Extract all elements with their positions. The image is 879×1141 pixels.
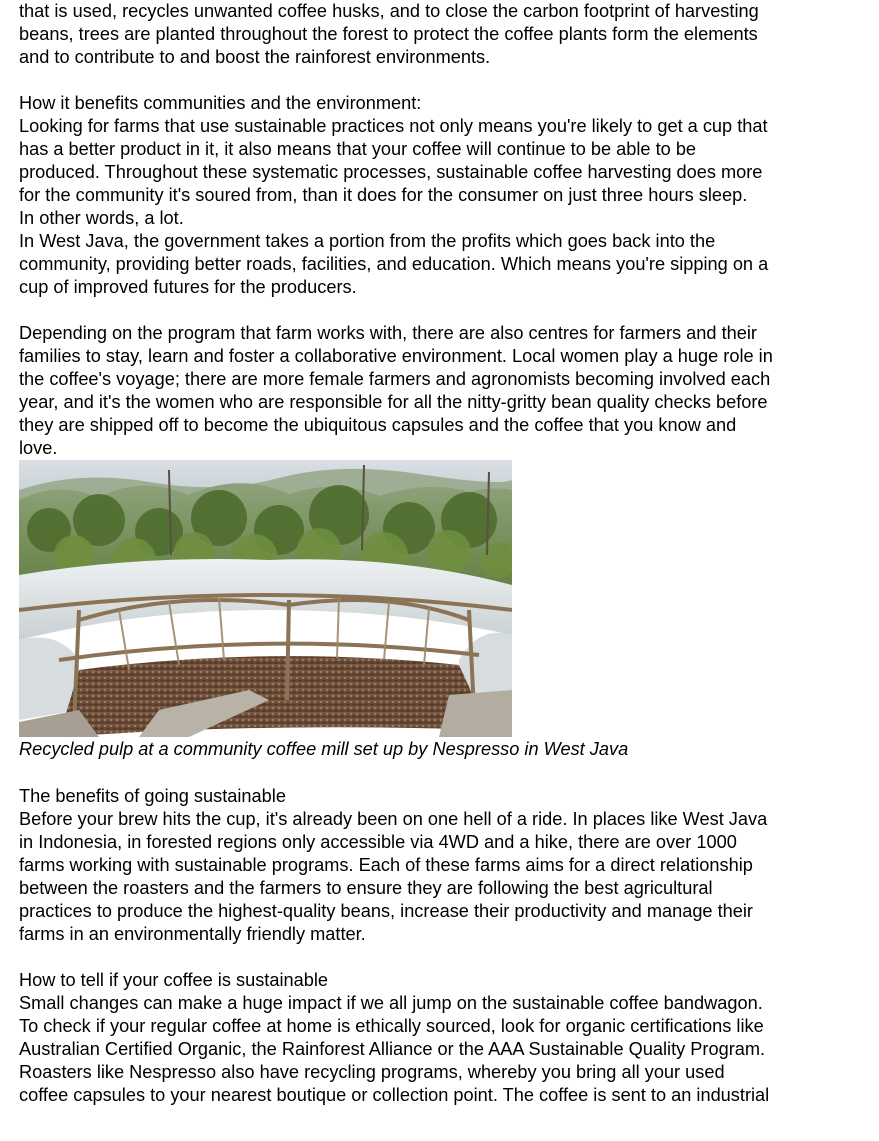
text-line: beans, trees are planted throughout the forest to protect the coffee plants form the elements [19, 24, 758, 44]
text-line: Australian Certified Organic, the Rainforest Alliance or the AAA Sustainable Quality Program. [19, 1039, 766, 1059]
text-line: Roasters like Nespresso also have recycling programs, whereby you bring all your used [19, 1062, 725, 1082]
text-line: love. [19, 438, 58, 458]
text-line: Before your brew hits the cup, it's already been on one hell of a ride. In places like West Java [19, 809, 768, 829]
text-line: for the community it's soured from, than it does for the consumer on just three hours sleep. [19, 185, 748, 205]
section-heading: How it benefits communities and the environment: [19, 93, 422, 113]
program-paragraph [19, 322, 859, 460]
section-heading: How to tell if your coffee is sustainable [19, 970, 329, 990]
section-heading: The benefits of going sustainable [19, 786, 286, 806]
text-line: Depending on the program that farm works with, there are also centres for farmers and their [19, 323, 757, 343]
paragraph-gap [19, 946, 859, 969]
text-line: In West Java, the government takes a portion from the profits which goes back into the [19, 231, 716, 251]
coffee-mill-photo [19, 460, 512, 737]
text-line: they are shipped off to become the ubiquitous capsules and the coffee that you know and [19, 415, 737, 435]
text-line: in Indonesia, in forested regions only accessible via 4WD and a hike, there are over 1000 [19, 832, 737, 852]
paragraph-gap [19, 69, 859, 92]
photo-caption: Recycled pulp at a community coffee mill set up by Nespresso in West Java [19, 739, 629, 759]
text-line: practices to produce the highest-quality beans, increase their productivity and manage their [19, 901, 753, 921]
tell-section [19, 969, 859, 1107]
paragraph-gap [19, 762, 859, 785]
text-line: produced. Throughout these systematic processes, sustainable coffee harvesting does more [19, 162, 763, 182]
text-line: farms working with sustainable programs. Each of these farms aims for a direct relationship [19, 855, 753, 875]
text-line: farms in an environmentally friendly matter. [19, 924, 366, 944]
benefits-section [19, 785, 859, 946]
text-line: community, providing better roads, facilities, and education. Which means you're sipping on a [19, 254, 769, 274]
text-line: and to contribute to and boost the rainforest environments. [19, 47, 491, 67]
text-line: year, and it's the women who are responsible for all the nitty-gritty bean quality checks before [19, 392, 768, 412]
communities-section [19, 92, 859, 299]
text-line: Small changes can make a huge impact if we all jump on the sustainable coffee bandwagon. [19, 993, 763, 1013]
intro-paragraph [19, 0, 859, 69]
text-line: between the roasters and the farmers to ensure they are following the best agricultural [19, 878, 713, 898]
text-line: families to stay, learn and foster a collaborative environment. Local women play a huge role in [19, 346, 773, 366]
article-body [19, 0, 859, 1107]
text-line: the coffee's voyage; there are more female farmers and agronomists becoming involved each [19, 369, 771, 389]
text-line: In other words, a lot. [19, 208, 184, 228]
text-line: Looking for farms that use sustainable practices not only means you're likely to get a cup that [19, 116, 768, 136]
text-line: cup of improved futures for the producers. [19, 277, 357, 297]
text-line: that is used, recycles unwanted coffee husks, and to close the carbon footprint of harvesting [19, 1, 759, 21]
text-line: To check if your regular coffee at home is ethically sourced, look for organic certifications like [19, 1016, 764, 1036]
text-line: has a better product in it, it also means that your coffee will continue to be able to be [19, 139, 697, 159]
text-line: coffee capsules to your nearest boutique or collection point. The coffee is sent to an industrial [19, 1085, 770, 1105]
paragraph-gap [19, 299, 859, 322]
